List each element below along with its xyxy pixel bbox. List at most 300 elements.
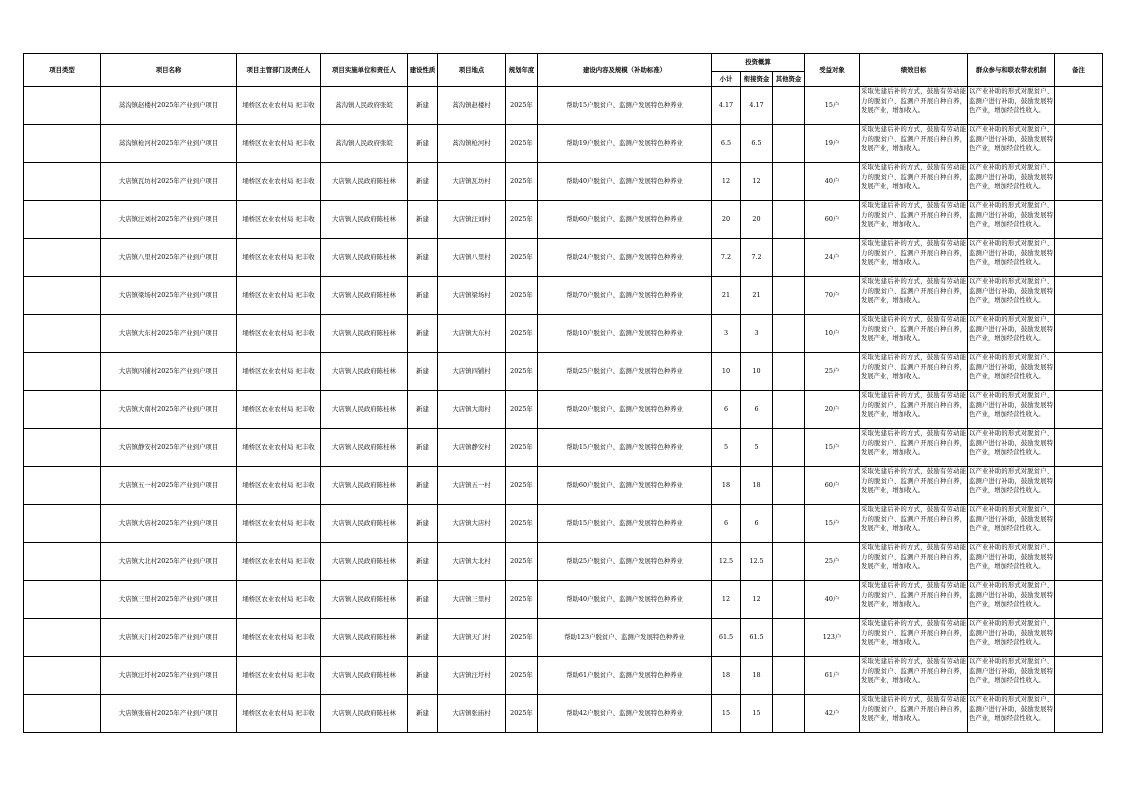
cell-content: 帮助10户脱贫户、监测户发展特色种养业 — [538, 315, 712, 353]
cell-nature: 新建 — [408, 201, 438, 239]
cell-mechanism-text: 以产业补助的形式对脱贫户、监测户进行补助，鼓励发展特色产业，增加经营性收入。 — [969, 582, 1054, 609]
header-unit: 项目实施单位和责任人 — [321, 54, 408, 87]
cell-mechanism — [968, 315, 1055, 353]
cell-year: 2025年 — [506, 87, 538, 125]
cell-dept: 埇桥区农业农村局 祀丰收 — [237, 695, 321, 733]
cell-beneficiary: 40户 — [805, 163, 860, 201]
table-row — [24, 619, 1103, 657]
cell-mechanism — [968, 429, 1055, 467]
header-dept: 项目主管部门及责任人 — [237, 54, 321, 87]
cell-goal-text: 采取先建后补的方式，鼓励有劳动能力的脱贫户、监测户开展自种自养，发展产业，增加收入。 — [861, 658, 967, 685]
cell-year: 2025年 — [506, 315, 538, 353]
cell-goal — [860, 505, 968, 543]
project-table — [23, 53, 1103, 733]
cell-subtotal: 21 — [712, 277, 741, 315]
cell-location: 大店镇汪刘村 — [438, 201, 506, 239]
table-row — [24, 657, 1103, 695]
cell-remark — [1055, 125, 1103, 163]
cell-unit: 大店镇人民政府陈桂林 — [321, 429, 408, 467]
cell-goal-text: 采取先建后补的方式，鼓励有劳动能力的脱贫户、监测户开展自种自养，发展产业，增加收入。 — [861, 202, 967, 229]
cell-mechanism-text: 以产业补助的形式对脱贫户、监测户进行补助，鼓励发展特色产业，增加经营性收入。 — [969, 88, 1054, 115]
cell-year: 2025年 — [506, 619, 538, 657]
cell-goal-text: 采取先建后补的方式，鼓励有劳动能力的脱贫户、监测户开展自种自养，发展产业，增加收入。 — [861, 430, 967, 457]
cell-unit: 大店镇人民政府陈桂林 — [321, 353, 408, 391]
cell-remark — [1055, 619, 1103, 657]
cell-subtotal: 10 — [712, 353, 741, 391]
cell-goal — [860, 619, 968, 657]
cell-nature: 新建 — [408, 391, 438, 429]
cell-mechanism-text: 以产业补助的形式对脱贫户、监测户进行补助，鼓励发展特色产业，增加经营性收入。 — [969, 468, 1054, 495]
cell-goal — [860, 125, 968, 163]
cell-fiscal: 18 — [741, 467, 773, 505]
header-invest: 投资概算 — [712, 54, 805, 72]
cell-goal — [860, 87, 968, 125]
cell-content: 帮助40户脱贫户、监测户发展特色种养业 — [538, 163, 712, 201]
cell-type — [24, 201, 101, 239]
table-row — [24, 353, 1103, 391]
cell-subtotal: 6.5 — [712, 125, 741, 163]
cell-subtotal: 18 — [712, 657, 741, 695]
cell-beneficiary: 70户 — [805, 277, 860, 315]
cell-mechanism — [968, 657, 1055, 695]
cell-name: 大店镇天门村2025年产业到户项目 — [101, 619, 237, 657]
cell-name: 大店镇五一村2025年产业到户项目 — [101, 467, 237, 505]
cell-remark — [1055, 201, 1103, 239]
cell-mechanism — [968, 353, 1055, 391]
cell-mechanism — [968, 467, 1055, 505]
cell-unit: 大店镇人民政府陈桂林 — [321, 163, 408, 201]
cell-dept: 埇桥区农业农村局 祀丰收 — [237, 125, 321, 163]
cell-other — [773, 429, 805, 467]
cell-type — [24, 125, 101, 163]
cell-dept: 埇桥区农业农村局 祀丰收 — [237, 467, 321, 505]
cell-other — [773, 467, 805, 505]
cell-fiscal: 5 — [741, 429, 773, 467]
cell-location: 大店镇八里村 — [438, 239, 506, 277]
cell-content: 帮助40户脱贫户、监测户发展特色种养业 — [538, 581, 712, 619]
cell-name: 大店镇三里村2025年产业到户项目 — [101, 581, 237, 619]
cell-goal-text: 采取先建后补的方式，鼓励有劳动能力的脱贫户、监测户开展自种自养，发展产业，增加收入。 — [861, 88, 967, 115]
table-row — [24, 87, 1103, 125]
cell-goal — [860, 163, 968, 201]
cell-mechanism — [968, 543, 1055, 581]
cell-name: 大店镇汪圩村2025年产业到户项目 — [101, 657, 237, 695]
cell-mechanism-text: 以产业补助的形式对脱贫户、监测户进行补助，鼓励发展特色产业，增加经营性收入。 — [969, 506, 1054, 533]
cell-name: 大店镇汪刘村2025年产业到户项目 — [101, 201, 237, 239]
cell-dept: 埇桥区农业农村局 祀丰收 — [237, 277, 321, 315]
header-mechanism: 群众参与和联农带农机制 — [968, 54, 1055, 87]
cell-goal — [860, 239, 968, 277]
cell-goal-text: 采取先建后补的方式，鼓励有劳动能力的脱贫户、监测户开展自种自养，发展产业，增加收入。 — [861, 278, 967, 305]
cell-mechanism — [968, 201, 1055, 239]
cell-unit: 蒿沟镇人民政府张皖 — [321, 87, 408, 125]
header-subtotal: 小计 — [712, 72, 741, 87]
cell-unit: 大店镇人民政府陈桂林 — [321, 391, 408, 429]
table-row — [24, 543, 1103, 581]
cell-unit: 蒿沟镇人民政府张皖 — [321, 125, 408, 163]
cell-subtotal: 6 — [712, 391, 741, 429]
cell-content: 帮助15户脱贫户、监测户发展特色种养业 — [538, 429, 712, 467]
cell-fiscal: 10 — [741, 353, 773, 391]
table-row — [24, 163, 1103, 201]
cell-subtotal: 61.5 — [712, 619, 741, 657]
cell-fiscal: 18 — [741, 657, 773, 695]
cell-location: 大店镇大东村 — [438, 315, 506, 353]
cell-location: 大店镇静安村 — [438, 429, 506, 467]
cell-type — [24, 163, 101, 201]
cell-subtotal: 5 — [712, 429, 741, 467]
cell-beneficiary: 61户 — [805, 657, 860, 695]
cell-beneficiary: 20户 — [805, 391, 860, 429]
cell-dept: 埇桥区农业农村局 祀丰收 — [237, 201, 321, 239]
cell-fiscal: 7.2 — [741, 239, 773, 277]
cell-fiscal: 15 — [741, 695, 773, 733]
table-row — [24, 125, 1103, 163]
cell-mechanism-text: 以产业补助的形式对脱贫户、监测户进行补助，鼓励发展特色产业，增加经营性收入。 — [969, 316, 1054, 343]
cell-location: 大店镇梁场村 — [438, 277, 506, 315]
cell-nature: 新建 — [408, 353, 438, 391]
cell-remark — [1055, 467, 1103, 505]
cell-goal — [860, 391, 968, 429]
table-row — [24, 581, 1103, 619]
cell-content: 帮助19户脱贫户、监测户发展特色种养业 — [538, 125, 712, 163]
cell-fiscal: 12 — [741, 581, 773, 619]
cell-dept: 埇桥区农业农村局 祀丰收 — [237, 353, 321, 391]
cell-goal — [860, 315, 968, 353]
cell-goal — [860, 581, 968, 619]
cell-goal-text: 采取先建后补的方式，鼓励有劳动能力的脱贫户、监测户开展自种自养，发展产业，增加收入。 — [861, 164, 967, 191]
cell-beneficiary: 15户 — [805, 429, 860, 467]
cell-remark — [1055, 277, 1103, 315]
cell-content: 帮助15户脱贫户、监测户发展特色种养业 — [538, 505, 712, 543]
cell-unit: 大店镇人民政府陈桂林 — [321, 695, 408, 733]
cell-name: 大店镇八里村2025年产业到户项目 — [101, 239, 237, 277]
cell-content: 帮助25户脱贫户、监测户发展特色种养业 — [538, 543, 712, 581]
table-row — [24, 277, 1103, 315]
cell-content: 帮助15户脱贫户、监测户发展特色种养业 — [538, 87, 712, 125]
cell-beneficiary: 123户 — [805, 619, 860, 657]
cell-mechanism-text: 以产业补助的形式对脱贫户、监测户进行补助，鼓励发展特色产业，增加经营性收入。 — [969, 696, 1054, 723]
cell-content: 帮助70户脱贫户、监测户发展特色种养业 — [538, 277, 712, 315]
cell-type — [24, 619, 101, 657]
cell-goal-text: 采取先建后补的方式，鼓励有劳动能力的脱贫户、监测户开展自种自养，发展产业，增加收入。 — [861, 354, 967, 381]
cell-year: 2025年 — [506, 657, 538, 695]
cell-fiscal: 20 — [741, 201, 773, 239]
cell-type — [24, 695, 101, 733]
cell-mechanism-text: 以产业补助的形式对脱贫户、监测户进行补助，鼓励发展特色产业，增加经营性收入。 — [969, 658, 1054, 685]
cell-fiscal: 6 — [741, 391, 773, 429]
cell-dept: 埇桥区农业农村局 祀丰收 — [237, 163, 321, 201]
cell-location: 蒿沟镇赵楼村 — [438, 87, 506, 125]
cell-other — [773, 239, 805, 277]
header-year: 规划年度 — [506, 54, 538, 87]
cell-mechanism-text: 以产业补助的形式对脱贫户、监测户进行补助，鼓励发展特色产业，增加经营性收入。 — [969, 278, 1054, 305]
cell-type — [24, 429, 101, 467]
cell-goal — [860, 543, 968, 581]
cell-nature: 新建 — [408, 239, 438, 277]
header-remark: 备注 — [1055, 54, 1103, 87]
cell-other — [773, 505, 805, 543]
cell-goal-text: 采取先建后补的方式，鼓励有劳动能力的脱贫户、监测户开展自种自养，发展产业，增加收入。 — [861, 240, 967, 267]
cell-year: 2025年 — [506, 353, 538, 391]
cell-beneficiary: 19户 — [805, 125, 860, 163]
cell-mechanism-text: 以产业补助的形式对脱贫户、监测户进行补助，鼓励发展特色产业，增加经营性收入。 — [969, 202, 1054, 229]
cell-unit: 大店镇人民政府陈桂林 — [321, 201, 408, 239]
cell-mechanism-text: 以产业补助的形式对脱贫户、监测户进行补助，鼓励发展特色产业，增加经营性收入。 — [969, 544, 1054, 571]
table-row — [24, 315, 1103, 353]
cell-year: 2025年 — [506, 505, 538, 543]
cell-nature: 新建 — [408, 315, 438, 353]
cell-subtotal: 18 — [712, 467, 741, 505]
table-row — [24, 467, 1103, 505]
cell-subtotal: 12 — [712, 581, 741, 619]
cell-year: 2025年 — [506, 543, 538, 581]
cell-subtotal: 20 — [712, 201, 741, 239]
cell-unit: 大店镇人民政府陈桂林 — [321, 657, 408, 695]
cell-nature: 新建 — [408, 657, 438, 695]
cell-remark — [1055, 543, 1103, 581]
cell-content: 帮助24户脱贫户、监测户发展特色种养业 — [538, 239, 712, 277]
cell-fiscal: 61.5 — [741, 619, 773, 657]
cell-year: 2025年 — [506, 429, 538, 467]
cell-goal-text: 采取先建后补的方式，鼓励有劳动能力的脱贫户、监测户开展自种自养，发展产业，增加收入。 — [861, 544, 967, 571]
table-row — [24, 201, 1103, 239]
table-row — [24, 505, 1103, 543]
cell-goal — [860, 429, 968, 467]
header-other: 其他资金 — [773, 72, 805, 87]
cell-mechanism — [968, 695, 1055, 733]
cell-remark — [1055, 163, 1103, 201]
cell-goal — [860, 277, 968, 315]
cell-beneficiary: 60户 — [805, 467, 860, 505]
cell-remark — [1055, 657, 1103, 695]
cell-mechanism — [968, 505, 1055, 543]
cell-remark — [1055, 505, 1103, 543]
cell-dept: 埇桥区农业农村局 祀丰收 — [237, 581, 321, 619]
cell-other — [773, 391, 805, 429]
cell-remark — [1055, 391, 1103, 429]
cell-type — [24, 277, 101, 315]
cell-dept: 埇桥区农业农村局 祀丰收 — [237, 657, 321, 695]
header-location: 项目地点 — [438, 54, 506, 87]
cell-nature: 新建 — [408, 581, 438, 619]
cell-goal — [860, 353, 968, 391]
cell-beneficiary: 15户 — [805, 505, 860, 543]
cell-year: 2025年 — [506, 581, 538, 619]
cell-subtotal: 12.5 — [712, 543, 741, 581]
cell-name: 大店镇四铺村2025年产业到户项目 — [101, 353, 237, 391]
cell-other — [773, 657, 805, 695]
cell-mechanism — [968, 87, 1055, 125]
table-row — [24, 239, 1103, 277]
cell-goal — [860, 695, 968, 733]
cell-unit: 大店镇人民政府陈桂林 — [321, 239, 408, 277]
cell-mechanism — [968, 391, 1055, 429]
cell-type — [24, 353, 101, 391]
cell-beneficiary: 25户 — [805, 543, 860, 581]
cell-type — [24, 657, 101, 695]
cell-location: 大店镇三里村 — [438, 581, 506, 619]
cell-nature: 新建 — [408, 505, 438, 543]
cell-content: 帮助61户脱贫户、监测户发展特色种养业 — [538, 657, 712, 695]
cell-goal-text: 采取先建后补的方式，鼓励有劳动能力的脱贫户、监测户开展自种自养，发展产业，增加收入。 — [861, 582, 967, 609]
cell-name: 大店镇梁场村2025年产业到户项目 — [101, 277, 237, 315]
cell-type — [24, 239, 101, 277]
table-row — [24, 391, 1103, 429]
cell-goal-text: 采取先建后补的方式，鼓励有劳动能力的脱贫户、监测户开展自种自养，发展产业，增加收入。 — [861, 506, 967, 533]
cell-name: 大店镇大南村2025年产业到户项目 — [101, 391, 237, 429]
cell-beneficiary: 40户 — [805, 581, 860, 619]
header-content: 建设内容及规模（补助标准） — [538, 54, 712, 87]
cell-remark — [1055, 315, 1103, 353]
cell-subtotal: 15 — [712, 695, 741, 733]
cell-mechanism-text: 以产业补助的形式对脱贫户、监测户进行补助，鼓励发展特色产业，增加经营性收入。 — [969, 354, 1054, 381]
cell-mechanism-text: 以产业补助的形式对脱贫户、监测户进行补助，鼓励发展特色产业，增加经营性收入。 — [969, 240, 1054, 267]
cell-mechanism-text: 以产业补助的形式对脱贫户、监测户进行补助，鼓励发展特色产业，增加经营性收入。 — [969, 392, 1054, 419]
cell-fiscal: 12.5 — [741, 543, 773, 581]
cell-other — [773, 353, 805, 391]
cell-mechanism — [968, 581, 1055, 619]
cell-goal-text: 采取先建后补的方式，鼓励有劳动能力的脱贫户、监测户开展自种自养，发展产业，增加收入。 — [861, 316, 967, 343]
cell-location: 大店镇大南村 — [438, 391, 506, 429]
cell-dept: 埇桥区农业农村局 祀丰收 — [237, 429, 321, 467]
cell-fiscal: 3 — [741, 315, 773, 353]
cell-other — [773, 201, 805, 239]
cell-goal-text: 采取先建后补的方式，鼓励有劳动能力的脱贫户、监测户开展自种自养，发展产业，增加收入。 — [861, 392, 967, 419]
cell-mechanism — [968, 277, 1055, 315]
cell-goal-text: 采取先建后补的方式，鼓励有劳动能力的脱贫户、监测户开展自种自养，发展产业，增加收入。 — [861, 468, 967, 495]
cell-mechanism-text: 以产业补助的形式对脱贫户、监测户进行补助，鼓励发展特色产业，增加经营性收入。 — [969, 164, 1054, 191]
table-row — [24, 695, 1103, 733]
cell-other — [773, 87, 805, 125]
table-row — [24, 429, 1103, 467]
cell-remark — [1055, 695, 1103, 733]
header-type: 项目类型 — [24, 54, 101, 87]
cell-dept: 埇桥区农业农村局 祀丰收 — [237, 239, 321, 277]
cell-unit: 大店镇人民政府陈桂林 — [321, 619, 408, 657]
cell-location: 大店镇四铺村 — [438, 353, 506, 391]
cell-dept: 埇桥区农业农村局 祀丰收 — [237, 391, 321, 429]
cell-other — [773, 695, 805, 733]
table-body — [24, 87, 1103, 733]
cell-mechanism — [968, 163, 1055, 201]
cell-location: 大店镇五一村 — [438, 467, 506, 505]
cell-other — [773, 277, 805, 315]
cell-nature: 新建 — [408, 429, 438, 467]
cell-fiscal: 6 — [741, 505, 773, 543]
cell-unit: 大店镇人民政府陈桂林 — [321, 467, 408, 505]
cell-beneficiary: 10户 — [805, 315, 860, 353]
cell-name: 大店镇大东村2025年产业到户项目 — [101, 315, 237, 353]
cell-remark — [1055, 239, 1103, 277]
cell-location: 蒿沟镇枪河村 — [438, 125, 506, 163]
cell-content: 帮助60户脱贫户、监测户发展特色种养业 — [538, 467, 712, 505]
cell-beneficiary: 42户 — [805, 695, 860, 733]
cell-fiscal: 12 — [741, 163, 773, 201]
cell-nature: 新建 — [408, 163, 438, 201]
cell-mechanism — [968, 125, 1055, 163]
cell-other — [773, 581, 805, 619]
cell-fiscal: 21 — [741, 277, 773, 315]
cell-type — [24, 543, 101, 581]
cell-nature: 新建 — [408, 619, 438, 657]
cell-goal — [860, 467, 968, 505]
cell-other — [773, 619, 805, 657]
cell-subtotal: 7.2 — [712, 239, 741, 277]
header-nature: 建设性质 — [408, 54, 438, 87]
cell-remark — [1055, 87, 1103, 125]
cell-goal — [860, 657, 968, 695]
header-name: 项目名称 — [101, 54, 237, 87]
cell-unit: 大店镇人民政府陈桂林 — [321, 277, 408, 315]
cell-name: 蒿沟镇赵楼村2025年产业到户项目 — [101, 87, 237, 125]
cell-type — [24, 315, 101, 353]
cell-beneficiary: 24户 — [805, 239, 860, 277]
cell-location: 大店镇张庙村 — [438, 695, 506, 733]
cell-mechanism-text: 以产业补助的形式对脱贫户、监测户进行补助，鼓励发展特色产业，增加经营性收入。 — [969, 430, 1054, 457]
cell-subtotal: 3 — [712, 315, 741, 353]
cell-goal — [860, 201, 968, 239]
cell-year: 2025年 — [506, 125, 538, 163]
cell-location: 大店镇大北村 — [438, 543, 506, 581]
cell-dept: 埇桥区农业农村局 祀丰收 — [237, 505, 321, 543]
cell-content: 帮助25户脱贫户、监测户发展特色种养业 — [538, 353, 712, 391]
cell-content: 帮助20户脱贫户、监测户发展特色种养业 — [538, 391, 712, 429]
header-fiscal: 衔接资金 — [741, 72, 773, 87]
header-beneficiary: 受益对象 — [805, 54, 860, 87]
cell-nature: 新建 — [408, 125, 438, 163]
cell-nature: 新建 — [408, 543, 438, 581]
cell-remark — [1055, 581, 1103, 619]
cell-dept: 埇桥区农业农村局 祀丰收 — [237, 87, 321, 125]
cell-beneficiary: 15户 — [805, 87, 860, 125]
cell-fiscal: 6.5 — [741, 125, 773, 163]
cell-unit: 大店镇人民政府陈桂林 — [321, 315, 408, 353]
cell-goal-text: 采取先建后补的方式，鼓励有劳动能力的脱贫户、监测户开展自种自养，发展产业，增加收入。 — [861, 126, 967, 153]
cell-name: 大店镇张庙村2025年产业到户项目 — [101, 695, 237, 733]
cell-other — [773, 125, 805, 163]
cell-year: 2025年 — [506, 239, 538, 277]
cell-location: 大店镇汪圩村 — [438, 657, 506, 695]
cell-type — [24, 581, 101, 619]
cell-other — [773, 315, 805, 353]
cell-unit: 大店镇人民政府陈桂林 — [321, 581, 408, 619]
cell-subtotal: 12 — [712, 163, 741, 201]
cell-name: 大店镇大北村2025年产业到户项目 — [101, 543, 237, 581]
header-goal: 绩效目标 — [860, 54, 968, 87]
cell-content: 帮助42户脱贫户、监测户发展特色种养业 — [538, 695, 712, 733]
table-header — [24, 54, 1103, 87]
cell-beneficiary: 25户 — [805, 353, 860, 391]
cell-location: 大店镇天门村 — [438, 619, 506, 657]
cell-year: 2025年 — [506, 201, 538, 239]
cell-mechanism — [968, 619, 1055, 657]
cell-goal-text: 采取先建后补的方式，鼓励有劳动能力的脱贫户、监测户开展自种自养，发展产业，增加收入。 — [861, 620, 967, 647]
cell-year: 2025年 — [506, 163, 538, 201]
cell-subtotal: 6 — [712, 505, 741, 543]
cell-dept: 埇桥区农业农村局 祀丰收 — [237, 315, 321, 353]
cell-type — [24, 505, 101, 543]
cell-name: 大店镇瓦坊村2025年产业到户项目 — [101, 163, 237, 201]
cell-name: 大店镇静安村2025年产业到户项目 — [101, 429, 237, 467]
cell-nature: 新建 — [408, 467, 438, 505]
cell-nature: 新建 — [408, 277, 438, 315]
cell-type — [24, 391, 101, 429]
cell-content: 帮助60户脱贫户、监测户发展特色种养业 — [538, 201, 712, 239]
cell-content: 帮助123户脱贫户、监测户发展特色种养业 — [538, 619, 712, 657]
cell-remark — [1055, 353, 1103, 391]
cell-dept: 埇桥区农业农村局 祀丰收 — [237, 619, 321, 657]
